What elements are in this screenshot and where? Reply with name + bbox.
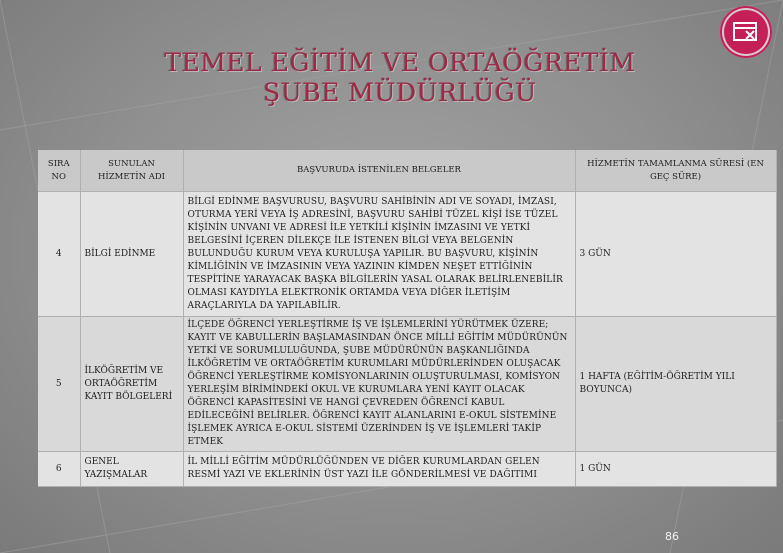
close-button[interactable] <box>720 6 772 58</box>
page-number: 86 <box>665 530 679 543</box>
header-docs: BAŞVURUDA İSTENİLEN BELGELER <box>183 150 575 192</box>
title-line-1: TEMEL EĞİTİM VE ORTAÖĞRETİM <box>164 48 636 77</box>
table-header-row <box>38 150 776 192</box>
row-documents: İLÇEDE ÖĞRENCİ YERLEŞTİRME İŞ VE İŞLEMLERİNİ YÜRÜTMEK ÜZERE; KAYIT VE KABULLERİN BAŞLAMASINDAN ÖNCE MİLLİ EĞİTİM MÜDÜRÜNÜN YETKİ VE SORUMLULUĞUNDA, ŞUBE MÜDÜRÜNÜN BAŞKANLIĞINDA İLKÖĞRETİM VE ORTAÖĞRETİM KURUMLARI MÜDÜRLERİNDEN OLUŞACAK ÖĞRENCİ YERLEŞTİRME KOMİSYONLARININ OLUŞTURULMASI, KOMİSYON YERLEŞİM BİRİMİNDEKİ OKUL VE KURUMLARA YENİ KAYIT OLACAK ÖĞRENCİ KAPASİTESİNİ VE HANGİ ÇEVREDEN ÖĞRENCİ KABUL EDİLECEĞİNİ BELİRLER. ÖĞRENCİ KAYIT ALANLARINI E-OKUL SİSTEMİNE İŞLEMEK AYRICA E-OKUL SİSTEMİ ÜZERİNDEN İŞ VE İŞLEMLERİ TAKİP ETMEK <box>183 317 575 452</box>
row-duration: 1 HAFTA (EĞİTİM-ÖĞRETİM YILI BOYUNCA) <box>575 317 776 452</box>
row-no: 6 <box>38 452 80 487</box>
close-window-icon <box>732 20 760 44</box>
row-documents: İL MİLLİ EĞİTİM MÜDÜRLÜĞÜNDEN VE DİĞER KURUMLARDAN GELEN RESMİ YAZI VE EKLERİNİN ÜST YAZI İLE GÖNDERİLMESİ VE DAĞITIMI <box>183 452 575 487</box>
header-time: HİZMETİN TAMAMLANMA SÜRESİ (EN GEÇ SÜRE) <box>575 150 776 192</box>
row-service-name: BİLGİ EDİNME <box>80 192 183 317</box>
row-documents: BİLGİ EDİNME BAŞVURUSU, BAŞVURU SAHİBİNİN ADI VE SOYADI, İMZASI, OTURMA YERİ VEYA İŞ ADRESİNİ, BAŞVURU SAHİBİ TÜZEL KİŞİ İSE TÜZEL KİŞİNİN UNVANI VE ADRESİ İLE YETKİLİ KİŞİNİN İMZASINI VE YETKİ BELGESİNİ İÇEREN DİLEKÇE İLE İSTENEN BİLGİ VEYA BELGENİN BULUNDUĞU KURUM VEYA KURULUŞA YAPILIR. BU BAŞVURU, KİŞİNİN KİMLİĞİNİN VE İMZASININ VEYA YAZININ KİMDEN NEŞET ETTİĞİNİN TESPİTİNE YARAYACAK BAŞKA BİLGİLERİN YASAL OLARAK BELİRLENEBİLİR OLMASI KAYDIYLA ELEKTRONİK ORTAMDA VEYA DİĞER İLETİŞİM ARAÇLARIYLA DA YAPILABİLİR. <box>183 192 575 317</box>
row-service-name: İLKÖĞRETİM VE ORTAÖĞRETİM KAYIT BÖLGELERİ <box>80 317 183 452</box>
services-table <box>38 150 777 487</box>
row-duration: 1 GÜN <box>575 452 776 487</box>
slide-title <box>120 48 680 108</box>
table-row <box>38 192 776 317</box>
row-no: 4 <box>38 192 80 317</box>
row-service-name: GENEL YAZIŞMALAR <box>80 452 183 487</box>
table-row <box>38 452 776 487</box>
table-row <box>38 317 776 452</box>
header-name: SUNULAN HİZMETİN ADI <box>80 150 183 192</box>
row-no: 5 <box>38 317 80 452</box>
title-line-2: ŞUBE MÜDÜRLÜĞÜ <box>263 78 537 107</box>
row-duration: 3 GÜN <box>575 192 776 317</box>
header-no: SIRA NO <box>38 150 80 192</box>
